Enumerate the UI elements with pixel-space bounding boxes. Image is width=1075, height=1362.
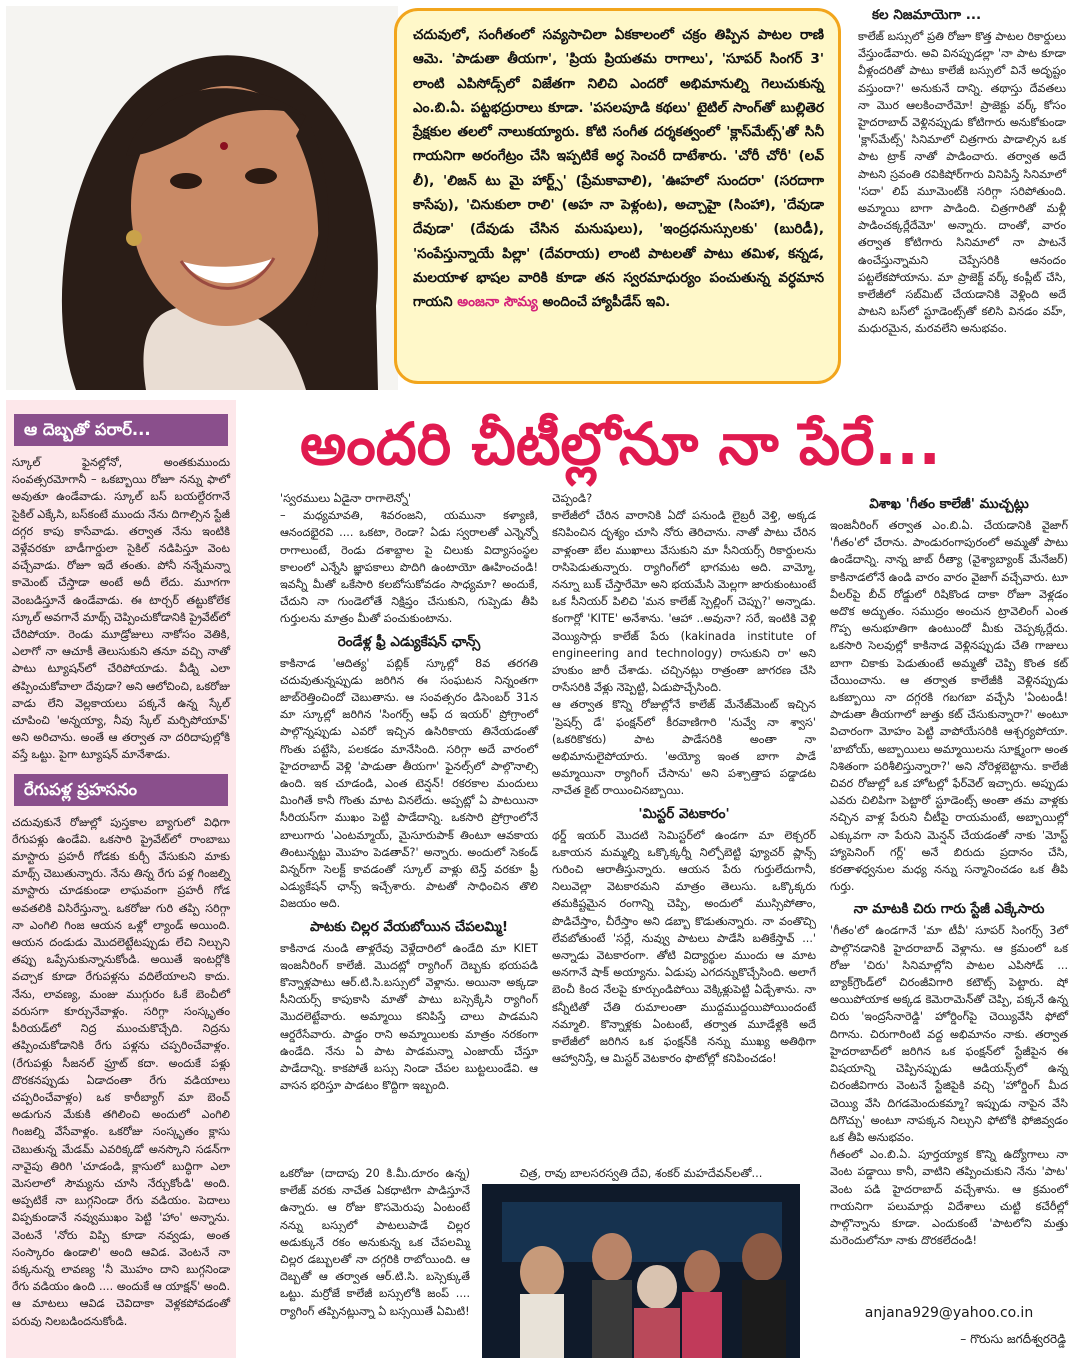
col3-paragraph-4: థర్డ్ ఇయర్ మొదటి సెమిస్టర్‌లో ఉండగా మా లెక్చరర్ ఒకాయన మమ్మల్ని ఒక్కొక్కర్నీ నిల్చోబెట్టి ఫ్యూచర్ ప్లాన్స్ గురించి ఆరాతీస్తున్నారు. ఆయన పేరు గుర్తులేదుగానీ, నిలువెల్లా వెటకారమని మాత్రం తెలుసు. ఒక్కొక్కరు తమకిష్టమైన రంగాన్ని చెప్పి, అందులో ముస్సిపోతాం, పొడిచేస్తాం, చీరేస్తాం అని డబ్బా కొడుతున్నారు. నా వంతొచ్చి లేవబోతుంటే 'సర్లే, నువ్వు పాటలు పాడేసి బతికేస్తావ్ ...' అన్నాడు వెటకారంగా. తోటి విద్యార్థుల ముందు ఆ మాట అనగానే షాక్ అయ్యాను. ఏడుపు ఎగదన్నుకొచ్చేసింది. అలాగే బెంచీ కింద నేలపై కూర్చుండిపోయి వెక్కిళ్లుపెట్టి ఏడ్చేశాను. నా కన్నీటితో చేతి రుమాలంతా ముద్దముద్దయిపోయిందంటే నమ్మాలి. కొన్నాళ్లకు ఏంటంటే, తర్వాత మూడేళ్లకి అదే కాలేజీలో జరిగిన ఒక ఫంక్షన్‌కి నన్ను ముఖ్య అతిథిగా ఆహ్వానిస్తే, ఆ మిస్టర్ వెటకారం ఫొటోల్లో కనిపించడం! [552,828,816,1066]
col3-paragraph-3: ఆ తర్వాత కొన్ని రోజుల్లోనే కాలేజ్ మేనేజ్‌మెంట్ ఇచ్చిన 'ప్రెషర్స్ డే' ఫంక్షన్‌లో కీరవాణిగారి 'నువ్వే నా శ్వాస' (ఒకరికొకరు) పాట పాడేసరికి అంతా నా అభిమానులైపోయారు. 'అయ్యో ఇంత బాగా పాడే అమ్మాయినా ర్యాగింగ్ చేసాను' అని పశ్చాత్తాప పడ్డాడట నాచేత కైట్ రాయించినబ్బాయి. [552,698,816,798]
column-3 [548,490,820,1155]
geetham-college-heading: విశాఖ 'గీతం కాలేజీ' ముచ్చట్లు [869,496,1029,512]
col2-paragraph-2: కాకినాడ 'ఆదిత్య' పబ్లిక్ స్కూల్లో 8వ తరగతి చదువుతున్నప్పుడు జరిగిన ఈ సంఘటన నిన్నంతగా జాబ్‌రెత్తించిందో చెబుతాను. ఆ సంవత్సరం డిసెంబర్ 31న మా స్కూల్లో జరిగిన 'సింగర్స్ ఆఫ్ ద ఇయర్' ప్రోగ్రాంలో పాల్గొన్నప్పుడు ఎవరో ఇచ్చిన ఉసిరికాయ తినేయడంతో గొంతు పట్టేసి, పలకడం మానేసింది. సరిగ్గా అదే వారంలో హైదరాబాద్ వెళ్లి 'పాడుతా తీయగా' ఫైనల్స్‌లో పాల్గొనాల్సి ఉంది. ఇక చూడండి, ఎంత టెన్షన్! రకరకాల మందులు మింగితే కానీ గొంతు మాట వినలేదు. అప్పట్లో ఏ పాటయినా సీరియస్‌గా ముఖం పెట్టి పాడేదాన్ని. ఒకసారి ప్రోగ్రాంలోనే బాలుగారు 'ఎంటమ్మాయ్, మైసూరుపాక్ తింటూ ఆవకాయ తింటున్నట్టు మొహం పెడతావ్?' అన్నారు. అందులో సెకండ్ విన్నర్‌గా సెలక్ట్ కావడంతో స్కూల్ వాళ్లు టెన్త్ వరకూ ఫ్రీ ఎడ్యుకేషన్ ఛాన్స్ ఇచ్చేశారు. పాటతో సాధించిన తొలి విజయం అది. [280,656,538,911]
column-4 [826,490,1072,1300]
sidebar-heading-jujube: రేగుపళ్ల ప్రహసనం [14,774,228,806]
fish-seller-heading: పాటకు చిల్లర వేయబోయిన చేపలమ్మి! [309,918,509,935]
intro-box [394,8,841,384]
col3-paragraph-2: కాలేజీలో చేరిన వారానికి ఏదో పనుండి లైబ్రరీ వెళ్తి, అక్కడ కనిపించిన దృశ్యం చూసి నోరు తెరిచాను. నాతో పాటు చేరిన వాళ్లంతా బేల ముఖాలు వేసుకుని మా సీనియర్స్ రికార్డులను రాసిపెడుతున్నారు. ర్యాగింగ్‌లో భాగమట అది. వామ్మో, నన్నూ బుక్ చేస్తారేమో అని భయమేసి మెల్లగా జారుకుంటుంటే ఒక సీనియర్ పిలిచి 'మన కాలేజ్ స్పెల్లింగ్ చెప్పు?' అన్నాడు. కంగార్లో 'KITE' అనేశాను. 'ఆహా ..అవునా? సరే, ఇంటికి వెళ్లి వెయ్యిసార్లు కాలేజ్ పేరు (kakinada institute of engineering and technology) రాసుకుని రా' అని హుకుం జారీ చేశాడు. చచ్చినట్లు రాత్రంతా జాగరణ చేసి రాసేసరికి వేళ్లు నెప్పెట్టి, ఏడుపొచ్చేసింది. [552,509,816,695]
col2-paragraph-3: కాకినాడ నుండి తాళ్లరేవు వెళ్లేదారిలో ఉండేది మా KIET ఇంజనీరింగ్ కాలేజీ. మొదట్లో ర్యాగింగ్ దెబ్బకు భయపడి కొన్నాళ్లపాటు ఆర్.టి.సి.బస్సులో వెళ్లాను. అయినా అక్కడా సీనియర్స్ కాపుకాసి మాతో పాటు బస్సెక్కేసి ర్యాగింగ్ మొదలెట్టేవారు. అమ్మాయి కనిపిస్తే చాలు పాడమని ఆర్డరేసేవారు. పాడ్డం రాని అమ్మాయిలకు మాత్రం నరకంగా ఉండేది. నేను ఏ పాట పాడమన్నా ఎంజాయ్ చేస్తూ పాడేదాన్ని. కాకపోతే బస్సు నిండా చేపల బుట్టలుండేవి. ఆ వాసన భరిస్తూ పాడటం కొద్దిగా ఇబ్బంది. [280,941,538,1093]
author-byline: – గొరుసు జగదీశ్వరరెడ్డి [960,1332,1066,1346]
mister-sarcasm-heading: 'మిస్టర్ వెటకారం' [638,805,730,822]
event-photo-illustration [482,1162,800,1358]
column-2-continued [276,1165,474,1360]
portrait-illustration [6,6,398,390]
page-title: అందరి చీటీల్లోనూ నా పేరే... [300,410,941,478]
free-education-heading: రెండేళ్ల ఫ్రీ ఎడ్యుకేషన్ ఛాన్స్ [337,633,481,650]
dream-came-true-heading: కల నిజమాయెగా ... [872,7,982,23]
intro-body: చదువులో, సంగీతంలో సవ్యసాచిలా ఏకకాలంలో చక్రం తిప్పిన పాటల రాణి ఆమె. 'పాడుతా తీయగా', 'ప్రియ ప్రియతమ రాగాలు', 'సూపర్ సింగర్ 3' లాంటి ఎపిసోడ్స్‌లో విజేతగా నిలిచి ఎందరో అభిమానుల్ని గెలుచుకున్న ఎం.బి.ఏ. పట్టభద్రురాలు కూడా. 'పసలపూడి కథలు' టైటిల్ సాంగ్‌తో బుల్లితెర ప్రేక్షకుల తలలో నాలుకయ్యారు. కోటి సంగీత దర్శకత్వంలో 'క్లాస్‌మేట్స్'తో సినీ గాయనిగా అరంగేట్రం చేసి ఇప్పటికే అర్ధ సెంచరీ దాటేశారు. 'చోరీ చోరీ' (లవ్ లీ), 'లిజన్ టు మై హార్ట్స్' (ప్రేమకావాలి), 'ఊహలో సుందరా' (సరదాగా కాసేపు), 'చినుకులా రాలి' (అహ నా పెళ్లంట), అచ్చాహై (సింహా), 'దేవుడా దేవుడా' (దేవుడు చేసిన మనుషులు), 'ఇంద్రధనుస్సులకు' (బురిడీ), 'సంపేస్తున్నాయే పిల్లా' (దేవరాయ) లాంటి పాటలతో పాటు తమిళ, కన్నడ, మలయాళ భాషల వారికి కూడా తన స్వరమాధుర్యం పంచుతున్న వర్ధమాన గాయని [413,27,824,311]
right-top-column [852,6,1072,386]
event-photo [482,1162,800,1358]
event-photo-caption: చిత్ర, రావు బాలసరస్వతి దేవి, శంకర్ మహదేవన్‌లతో... [519,1166,763,1180]
chiru-stage-heading: నా మాటకి చిరు గారు స్టేజీ ఎక్కేసారు [853,901,1045,918]
sidebar [6,400,236,1358]
intro-text [413,23,824,315]
col3-paragraph-1: చెప్పండి? [552,492,593,505]
column-2 [276,490,542,1165]
contact-email: anjana929@yahoo.co.in [864,1305,1034,1321]
col2-paragraph-1: – మధ్యమావతి, శివరంజని, యమునా కళ్యాణి, ఆనందభైరవి .... ఒకటా, రెండా? ఏడు స్వరాలతో ఎన్నెన్నో రాగాలుంటే, రెండు దశాబ్దాల పై చిలుకు విద్యాసంస్థల కాలంలో ఎన్నేసి జ్ఞాపకాలు పొదిగి ఉంటాయో ఊహించండి! ఇవన్నీ మీతో ఒకేసారి కలబోసుకోవడం సాధ్యమా? అందుకే, చేదుని నా గుండెలోతే నిక్షిప్తం చేసుకుని, గుప్పెడు తీపి గుర్తులను మాత్రం మీతో పంచుకుంటాను. [280,509,538,626]
col4-paragraph-2: 'గీతం'లో ఉండగానే 'మా టీవీ' సూపర్ సింగర్స్ 3లో పాల్గొనడానికి హైదరాబాద్ వెళ్లాను. ఆ క్రమంలో ఒక రోజు 'చిరు' సినిమాల్లోని పాటల ఎపిసోడ్ ... బ్యాక్‌గ్రౌండ్‌లో చిరంజీవిగారి కటౌట్స్ పెట్టారు. షో అయిపోయాక అక్కడ కెమెరామెన్‌తో చెప్పి, పక్కనే ఉన్న చిరు 'ఇంద్రసేనారెడ్డి' హోర్డింగ్‌పై చెయ్యివేసి ఫోటో దిగాను. చిరుగారింటి వద్ద అభిమానం నాకు. తర్వాత హైదరాబాద్‌లో జరిగిన ఒక ఫంక్షన్‌లో స్టేజీపైన ఈ విషయాన్ని చెప్పినప్పుడు ఆడియన్స్‌లో ఉన్న చిరంజీవిగారు వెంటనే స్టేజిపైకి వచ్చి 'హోర్డింగ్ మీద చెయ్యి వేసి దిగడమెందుకమ్మా? ఇప్పుడు నాపైన వేసి దిగొచ్చు' అంటూ నాపక్కన నిల్చుని ఫోటోకి ఫోజివ్వడం ఒక తీపి అనుభవం. [830,924,1068,1144]
col4-paragraph-1: ఇంజనీరింగ్ తర్వాత ఎం.బి.ఏ. చేయడానికి వైజాగ్ 'గీతం'లో చేరాను. పాండురంగాపురంలో అమ్మతో పాటు ఉండేదాన్ని. నాన్న జాబ్ రీత్యా (వైశ్యాబ్యాంక్ మేనేజర్) కాకినాడలోనే ఉండి వారం వారం వైజాగ్ వచ్చేవారు. టూ వీలర్‌పై బీచ్ రోడ్డులో రిషికొండ దాకా రోజూ వెళ్లడం అదొక అద్భుతం. సముద్రం అంచున ట్రావెలింగ్ ఎంత గొప్ప అనుభూతిగా ఉంటుందో మీకు చెప్పక్కర్లేదు. ఒకసారి సెలవుల్లో కాకినాడ వెళ్లినప్పుడు చేతి గాజులు బాగా చికాకు పెడుతుంటే అమ్మతో చెప్పి కొంత కట్ చేయించాను. ఆ తర్వాత కాలేజీకి వెళ్లినప్పుడు ఒకబ్బాయి నా దగ్గరకి గబగబా వచ్చేసి 'ఏంటండీ! పాడుతా తీయగాలో జుత్తు కట్ చేసుకున్నారా?' అంటూ విచారంగా మోహం పెట్టి వాపోయేసరికి ఆశ్చర్యపోయా. 'బాబోయ్, అబ్బాయిలు అమ్మాయిలను సూక్ష్మంగా అంత నిశితంగా పరిశీలిస్తున్నారా?' అని నోరెళ్లబెట్టాను. కాలేజీ చివర రోజుల్లో ఒక హోటల్లో ఫేర్‌వెల్ ఇచ్చారు. అప్పుడు ఎవరు చిలిపిగా పెట్టారో స్టూడెంట్స్ అంతా తమ వాళ్లకు నచ్చిన వాళ్ల పేరుని చీటీపై రాయమంటే, అబ్బాయిల్లో ఎక్కువగా నా పేరుని మెన్షన్ చేయడంతో నాకు 'మోస్ట్ హ్యాపెనింగ్ గర్ల్' అనే బిరుదు ప్రదానం చేసి, కరతాళధ్వనుల మధ్య నన్ను సన్మానించడం ఒక తీపి గుర్తు. [830,519,1068,894]
col2-paragraph-4: ఒకరోజు (దాదాపు 20 కి.మీ.దూరం ఉన్న) కాలేజ్ వరకు నాచేత ఏకధాటిగా పాడిస్తూనే ఉన్నారు. ఆ రోజు కొసమెరుపు ఏంటంటే నన్ను బస్సులో పాటలుపాడే చిల్లర అడుక్కునే రకం అనుకున్న ఒక చేపలమ్మి చిల్లర డబ్బులతో నా దగ్గరికి రాబోయింది. ఆ దెబ్బతో ఆ తర్వాత ఆర్.టి.సి. బస్సెక్కుతే ఒట్టు. మర్రోజే కాలేజీ బస్సులోకి జంప్ .... ర్యాగింగ్ తప్పినట్లున్నా ఏ బస్సయితే ఏమిటి! [280,1167,470,1318]
sidebar-text-jujube: చదువుకునే రోజుల్లో పుస్తకాల బ్యాగులో విధిగా రేగుపళ్లు ఉండేవి. ఒకసారి ప్రైవేట్‌లో రాంబాబు మాస్టారు ప్రహరీ గోడకు కుర్చీ వేసుకుని మాకు మాథ్స్ చెబుతున్నారు. నేను తిన్న రేగు పళ్ల గింజల్ని మాస్టారు చూడకుండా లాఘవంగా ప్రహరీ గోడ అవతలికి విసిరేస్తున్నా. ఒకరోజు గురి తప్పి సరిగ్గా నా ఎంగిలి గింజ ఆయన ఒళ్లో ల్యాండ్ అయింది. ఆయన దండుడు మొదలెట్టేటప్పుడు లేచి నిల్చుని తప్పు ఒప్పేసుకున్నానుకోండి. అయితే ఇంటర్లోకి వచ్చాక కూడా రేగుపళ్లను వదిలేయాలని కాదు. నేను, లావణ్య, మంజు ముగ్గురం ఓకే బెంచీలో వరుసగా కూర్చునేవాళ్లం. సరిగ్గా సంస్కృతం పీరియడ్‌లో నిద్ర ముంచుకొచ్చేది. నిద్రను తప్పించుకోడానికి రేగు పళ్లను చప్పరించేవాళ్లం. (రేగుపళ్లు సీజనల్ ఫ్రూట్ కదా. అందుకే పళ్లు దొరకనప్పుడు ఏడాదంతా రేగు వడియాలు చప్పరించేవాళ్లం) ఒక కారీబ్యాగ్ మా బెంచ్ అడుగున మేకుకి తగిలించి అందులో ఎంగిలి గింజల్ని వేసేవాళ్లం. ఒకరోజు సంస్కృతం క్లాసు చెబుతున్న మేడమ్ ఎవరిక్కడో అనస్కొని సడన్‌గా నావైపు తిరిగి 'చూడండి, క్లాసులో బుద్ధిగా ఎలా మెసలాలో సౌమ్యను చూసి నేర్చుకోండి' అంది. అప్పటికే నా బుగ్గనిండా రేగు వడియం. పెదాలు విప్పకుండానే నవ్వుముఖం పెట్టి 'హాం' అన్నాను. వెంటనే 'నోరు విప్పి కూడా నవ్వడు, అంత సంస్కారం ఉండాలి' అంది ఆవిడ. వెంటనే నా పక్కనున్న లావణ్య 'నీ మొహం దాని బుగ్గనిండా రేగు వడియం ఉంది .... అందుకే ఆ యాక్షన్' అంది. ఆ మాటలు ఆవిడ చెవిదాకా వెళ్లకపోవడంతో పరువు నిలబడిందనుకోండి. [12,815,230,1328]
col2-quote: 'స్వరములు ఏడైనా రాగాలెన్నో' [280,492,412,505]
sidebar-heading-escape: ఆ దెబ్బతో పరార్... [14,414,228,446]
dream-came-true-text: కాలేజ్ బస్సులో ప్రతి రోజూ కొత్త పాటల రికార్డులు వేస్తుండేవారు. అవి వినప్పుడల్లా 'నా పాట కూడా వీళ్లందరితో పాటు కాలేజీ బస్సులో వినే అదృష్టం వస్తుందా?' అనుకునే దాన్ని. తథాస్తు దేవతలు నా మొర ఆలకించారేమో! ప్రాజెక్టు వర్క్ కోసం హైదరాబాద్ వెళ్లినప్పుడు కోటిగారు అనుకోకుండా 'క్లాస్‌మేట్స్' సినిమాలో చిత్రగారు పాడాల్సిన ఒక పాట ట్రాక్ నాతో పాడించారు. తర్వాత అదే పాటని స్రవంతి రవికిషోర్‌గారు వినిపిస్తే సినిమాలో 'సదా' లిప్ మూమెంట్‌కి సరిగ్గా సరిపోతుంది. అమ్మాయి బాగా పాడింది. చిత్రగారితో మళ్లీ పాడించక్కర్లేదేమో' అన్నారు. దాంతో, వారం తర్వాత కోటిగారు సినిమాలో నా పాటనే ఉంచేస్తున్నామని చెప్పేసరికి ఆనందం పట్టలేకపోయాను. మా ప్రాజెక్ట్ వర్క్ కంప్లీట్ చేసి, కాలేజీలో సబ్‌మిట్ చేయడానికి వెళ్లింది అదే పాటని బస్‌లో స్టూడెంట్స్‌తో కలిసి వినడం వహ్, మధురమైన, మరవలేని అనుభవం. [858,30,1066,336]
col4-paragraph-3: గీతంలో ఎం.బి.ఏ. పూర్తయ్యాక కొన్ని ఉద్యోగాలు నా వెంట పడ్డాయి కానీ, వాటిని తప్పించుకుని నేను 'పాట' వెంట పడి హైదరాబాద్ వచ్చేశాను. ఆ క్రమంలో గాయనిగా పలుమార్లు విదేశాలు చుట్టి కచేరీల్లో పాల్గొన్నాను కూడా. ఎందుకంటే 'పాటలోని మత్తు మరెందులోనూ నాకు దొరకలేదండి! [830,1148,1068,1248]
singer-name: అంజనా సౌమ్య [457,294,538,311]
sidebar-text-escape: స్కూల్ ఫైనల్లోనో, అంతకుముందు సంవత్సరమోగానీ – ఒకబ్బాయి రోజూ నన్ను ఫాలో అవుతూ ఉండేవాడు. స్కూల్ బస్ బయల్దేరగానే సైకిల్ ఎక్కేసి, బస్‌కంటే ముందు నేను దిగాల్సిన స్టేజీ దగ్గర కాపు కాసేవాడు. తర్వాత నేను ఇంటికి వెళ్లేవరకూ బాడీగార్డులా సైకిల్ నడిపిస్తూ వెంట వచ్చేవాడు. రోజూ ఇదే తంతు. పోనీ నన్నేమన్నా కామెంట్ చేస్తాడా అంటే అదీ లేదు. మూగగా వెంబడిస్తూనే ఉండేవాడు. ఈ టార్చర్ తట్టుకోలేక స్కూల్ అవగానే మాథ్స్ చెప్పించుకోడానికి ప్రైవేట్‌లో చేరిపోయా. రెండు మూడ్రోజులు నాకోసం వెతికి, ఎలాగో నా ఆచూకీ తెలుసుకుని తనూ వచ్చి నాతో పాటు ట్యూషన్‌లో చేరిపోయాడు. వీడ్ని ఎలా తప్పించుకోవాలా దేవుడా? అని ఆలోచించి, ఒకరోజు వాడు లేని వెల్లకాయలు పక్కనే ఉన్న స్కేల్ చూపించి 'అన్నయ్యా, నీవు స్కేల్ మర్చిపోయావ్' అని అరిచాను. అంతే ఆ తర్వాత నా దరిదాపుల్లోకి వస్తే ఒట్టు. పైగా ట్యూషన్ మానేశాడు. [12,456,230,762]
portrait-photo [6,6,398,390]
intro-tail: అందించే హ్యాపీడేస్ ఇవి. [542,294,671,311]
